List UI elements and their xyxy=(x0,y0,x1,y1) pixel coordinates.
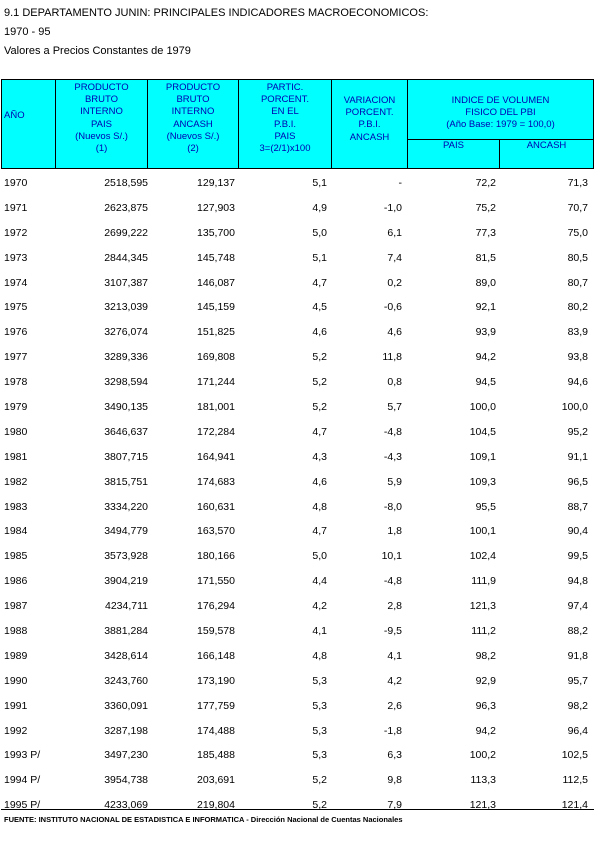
header-line: (Nuevos S/.) xyxy=(166,130,220,142)
cell-variacion: 6,3 xyxy=(387,749,402,762)
header-line: PRODUCTO xyxy=(74,82,129,93)
cell-pbi-pais: 2844,345 xyxy=(104,251,148,264)
table-row xyxy=(0,299,614,324)
cell-particip: 5,3 xyxy=(312,724,327,737)
cell-pbi-ancash: 180,166 xyxy=(197,550,235,563)
cell-particip: 5,1 xyxy=(312,177,327,189)
cell-indice-ancash: 80,7 xyxy=(567,276,588,289)
cell-particip: 5,2 xyxy=(312,774,327,787)
cell-variacion: -4,8 xyxy=(383,575,402,588)
cell-indice-pais: 77,3 xyxy=(475,226,496,239)
cell-pbi-pais: 3494,779 xyxy=(104,525,148,538)
cell-pbi-ancash: 171,550 xyxy=(197,575,235,588)
cell-indice-pais: 93,9 xyxy=(475,326,496,339)
cell-indice-pais: 75,2 xyxy=(475,201,496,214)
cell-particip: 5,0 xyxy=(312,550,327,563)
cell-year: 1987 xyxy=(4,600,28,613)
cell-indice-pais: 94,5 xyxy=(475,376,496,389)
header-ano: AÑO xyxy=(2,80,56,168)
cell-particip: 4,7 xyxy=(312,425,327,438)
table-period: 1970 - 95 xyxy=(4,26,51,38)
cell-particip: 4,7 xyxy=(312,276,327,289)
cell-pbi-pais: 3213,039 xyxy=(104,301,148,314)
cell-indice-ancash: 95,2 xyxy=(567,425,588,438)
table-row xyxy=(0,200,614,225)
cell-variacion: 1,8 xyxy=(387,525,402,538)
cell-variacion: -4,8 xyxy=(383,425,402,438)
cell-pbi-pais: 3334,220 xyxy=(104,500,148,513)
cell-pbi-pais: 3490,135 xyxy=(104,401,148,414)
table-row xyxy=(0,548,614,573)
cell-indice-ancash: 71,3 xyxy=(567,177,588,189)
cell-particip: 4,1 xyxy=(312,625,327,638)
cell-indice-pais: 100,1 xyxy=(469,525,496,538)
cell-indice-pais: 94,2 xyxy=(475,724,496,737)
cell-pbi-pais: 3954,738 xyxy=(104,774,148,787)
table-row xyxy=(0,449,614,474)
header-line: P.B.I. xyxy=(358,119,381,131)
table-body xyxy=(0,175,614,822)
cell-indice-ancash: 75,0 xyxy=(567,226,588,239)
cell-pbi-pais: 3243,760 xyxy=(104,674,148,687)
cell-year: 1975 xyxy=(4,301,28,314)
header-line: INDICE DE VOLUMEN xyxy=(451,95,550,106)
cell-indice-pais: 121,3 xyxy=(469,600,496,613)
table-row xyxy=(0,698,614,723)
cell-indice-ancash: 94,6 xyxy=(567,376,588,389)
table-row xyxy=(0,374,614,399)
cell-indice-pais: 111,9 xyxy=(471,575,496,588)
cell-indice-ancash: 83,9 xyxy=(567,326,588,339)
cell-pbi-ancash: 172,284 xyxy=(197,425,235,438)
header-line: EN EL xyxy=(271,106,299,118)
table-row xyxy=(0,499,614,524)
cell-pbi-pais: 3807,715 xyxy=(104,450,148,463)
header-line: (2) xyxy=(187,143,199,155)
table-row xyxy=(0,747,614,772)
cell-indice-pais: 98,2 xyxy=(475,649,496,662)
header-sub-pais: PAIS xyxy=(408,140,500,168)
cell-pbi-ancash: 146,087 xyxy=(197,276,235,289)
cell-indice-pais: 100,0 xyxy=(469,401,496,414)
cell-year: 1980 xyxy=(4,425,28,438)
cell-pbi-pais: 2623,875 xyxy=(104,201,148,214)
cell-indice-ancash: 121,4 xyxy=(561,799,588,812)
cell-particip: 4,8 xyxy=(312,649,327,662)
cell-pbi-ancash: 173,190 xyxy=(197,674,235,687)
cell-variacion: 4,1 xyxy=(387,649,402,662)
cell-year: 1978 xyxy=(4,376,28,389)
cell-pbi-pais: 4234,711 xyxy=(104,600,148,613)
cell-indice-ancash: 99,5 xyxy=(567,550,588,563)
table-row xyxy=(0,573,614,598)
cell-particip: 4,3 xyxy=(312,450,327,463)
table-row xyxy=(0,349,614,374)
cell-year: 1984 xyxy=(4,525,28,538)
cell-pbi-ancash: 177,759 xyxy=(197,699,235,712)
cell-indice-ancash: 93,8 xyxy=(567,351,588,364)
cell-variacion: 4,2 xyxy=(387,674,402,687)
header-line: PORCENT. xyxy=(260,94,310,106)
cell-indice-ancash: 88,2 xyxy=(567,625,588,638)
cell-pbi-ancash: 164,941 xyxy=(197,450,235,463)
header-line: (Año Base: 1979 = 100,0) xyxy=(446,119,555,131)
cell-pbi-pais: 3298,594 xyxy=(104,376,148,389)
header-line: PARTIC. xyxy=(266,82,304,93)
table-row xyxy=(0,673,614,698)
cell-indice-ancash: 102,5 xyxy=(561,749,588,762)
cell-year: 1993 P/ xyxy=(4,749,41,762)
table-row xyxy=(0,598,614,623)
cell-particip: 4,8 xyxy=(312,500,327,513)
table-bottom-border xyxy=(1,809,594,810)
cell-pbi-ancash: 171,244 xyxy=(197,376,235,389)
cell-particip: 5,3 xyxy=(312,699,327,712)
cell-variacion: -4,3 xyxy=(383,450,402,463)
cell-pbi-ancash: 135,700 xyxy=(197,226,235,239)
header-line: ANCASH xyxy=(349,131,390,143)
cell-variacion: 5,7 xyxy=(387,401,402,414)
cell-particip: 4,7 xyxy=(312,525,327,538)
cell-particip: 4,9 xyxy=(312,201,327,214)
header-line: PORCENT. xyxy=(345,107,394,119)
table-row xyxy=(0,772,614,797)
cell-variacion: 0,8 xyxy=(387,376,402,389)
cell-variacion: -1,0 xyxy=(383,201,402,214)
table-row xyxy=(0,623,614,648)
header-pbi-pais xyxy=(56,80,148,168)
cell-variacion: 9,8 xyxy=(387,774,402,787)
cell-particip: 5,3 xyxy=(312,674,327,687)
cell-pbi-ancash: 145,159 xyxy=(197,301,235,314)
cell-pbi-ancash: 181,001 xyxy=(197,401,235,414)
cell-indice-ancash: 91,1 xyxy=(567,450,588,463)
cell-variacion: -0,6 xyxy=(383,301,402,314)
cell-pbi-ancash: 169,808 xyxy=(197,351,235,364)
cell-pbi-pais: 3497,230 xyxy=(104,749,148,762)
cell-variacion: 10,1 xyxy=(381,550,402,563)
header-line: 3=(2/1)x100 xyxy=(259,143,311,155)
cell-variacion: 7,4 xyxy=(387,251,402,264)
cell-variacion: 4,6 xyxy=(387,326,402,339)
cell-indice-pais: 96,3 xyxy=(475,699,496,712)
cell-pbi-ancash: 219,804 xyxy=(197,799,235,812)
cell-indice-pais: 100,2 xyxy=(469,749,496,762)
cell-pbi-ancash: 176,294 xyxy=(197,600,235,613)
table-row xyxy=(0,175,614,200)
cell-particip: 4,5 xyxy=(312,301,327,314)
cell-indice-ancash: 90,4 xyxy=(567,525,588,538)
header-pbi-ancash xyxy=(148,80,239,168)
cell-indice-pais: 89,0 xyxy=(475,276,496,289)
title-block xyxy=(4,4,428,61)
cell-particip: 4,6 xyxy=(312,475,327,488)
table-row xyxy=(0,474,614,499)
cell-year: 1992 xyxy=(4,724,28,737)
cell-pbi-pais: 3646,637 xyxy=(104,425,148,438)
cell-pbi-ancash: 151,825 xyxy=(197,326,235,339)
cell-particip: 5,0 xyxy=(312,226,327,239)
cell-indice-ancash: 91,8 xyxy=(567,649,588,662)
cell-year: 1989 xyxy=(4,649,28,662)
cell-variacion: 11,8 xyxy=(382,351,402,364)
cell-indice-ancash: 96,5 xyxy=(567,475,588,488)
cell-indice-ancash: 80,5 xyxy=(567,251,588,264)
cell-year: 1990 xyxy=(4,674,28,687)
cell-indice-ancash: 112,5 xyxy=(562,774,588,787)
cell-year: 1972 xyxy=(4,226,28,239)
header-line: BRUTO xyxy=(84,94,119,106)
table-row xyxy=(0,523,614,548)
table-header xyxy=(1,79,594,169)
table-row xyxy=(0,399,614,424)
table-row xyxy=(0,648,614,673)
cell-variacion: 7,9 xyxy=(387,799,402,812)
table-row xyxy=(0,324,614,349)
cell-variacion: 5,9 xyxy=(387,475,402,488)
header-line: PAIS xyxy=(274,130,296,142)
header-line: BRUTO xyxy=(176,94,210,106)
cell-variacion: 2,8 xyxy=(387,600,402,613)
cell-particip: 4,2 xyxy=(312,600,327,613)
cell-pbi-pais: 3289,336 xyxy=(104,351,148,364)
cell-particip: 5,2 xyxy=(312,799,327,812)
cell-year: 1982 xyxy=(4,475,28,488)
cell-indice-pais: 72,2 xyxy=(475,177,496,189)
header-line: ANCASH xyxy=(173,118,213,130)
cell-indice-ancash: 96,4 xyxy=(567,724,588,737)
cell-variacion: - xyxy=(398,177,402,189)
header-subrow xyxy=(408,139,593,168)
cell-pbi-ancash: 185,488 xyxy=(197,749,235,762)
source-note: FUENTE: INSTITUTO NACIONAL DE ESTADISTICA E INFORMATICA - Dirección Nacional de Cuentas Nacionales xyxy=(4,815,403,824)
cell-indice-ancash: 100,0 xyxy=(561,401,588,414)
table-row xyxy=(0,275,614,300)
cell-year: 1985 xyxy=(4,550,28,563)
cell-indice-pais: 109,3 xyxy=(469,475,496,488)
header-line: VARIACION xyxy=(343,95,396,106)
cell-year: 1974 xyxy=(4,276,28,289)
table-subtitle: Valores a Precios Constantes de 1979 xyxy=(4,45,191,57)
cell-pbi-pais: 3573,928 xyxy=(104,550,148,563)
cell-year: 1983 xyxy=(4,500,28,513)
cell-pbi-ancash: 160,631 xyxy=(197,500,235,513)
cell-indice-ancash: 88,7 xyxy=(567,500,588,513)
table-row xyxy=(0,250,614,275)
header-line: FISICO DEL PBI xyxy=(465,107,536,119)
header-participacion xyxy=(239,80,332,168)
cell-pbi-ancash: 174,683 xyxy=(197,475,235,488)
cell-indice-ancash: 94,8 xyxy=(567,575,588,588)
cell-pbi-ancash: 166,148 xyxy=(197,649,235,662)
cell-year: 1979 xyxy=(4,401,28,414)
header-line: PAIS xyxy=(91,118,112,130)
header-line: (1) xyxy=(95,143,108,155)
cell-indice-pais: 92,9 xyxy=(475,674,496,687)
cell-pbi-ancash: 129,137 xyxy=(197,177,235,189)
header-line: PRODUCTO xyxy=(165,82,221,93)
table-row xyxy=(0,424,614,449)
cell-indice-pais: 109,1 xyxy=(469,450,496,463)
cell-year: 1973 xyxy=(4,251,28,264)
cell-pbi-ancash: 159,578 xyxy=(197,625,235,638)
cell-particip: 4,4 xyxy=(312,575,327,588)
cell-variacion: 2,6 xyxy=(387,699,402,712)
cell-pbi-ancash: 203,691 xyxy=(197,774,235,787)
cell-particip: 5,2 xyxy=(312,351,327,364)
cell-pbi-ancash: 127,903 xyxy=(197,201,235,214)
cell-pbi-ancash: 145,748 xyxy=(197,251,235,264)
cell-indice-pais: 102,4 xyxy=(469,550,496,563)
table-title: 9.1 DEPARTAMENTO JUNIN: PRINCIPALES INDICADORES MACROECONOMICOS: xyxy=(4,7,429,19)
cell-variacion: -8,0 xyxy=(383,500,402,513)
header-line: P.B.I. xyxy=(273,118,296,130)
cell-particip: 5,1 xyxy=(312,251,327,264)
cell-pbi-ancash: 163,570 xyxy=(197,525,235,538)
cell-pbi-pais: 2518,595 xyxy=(104,177,148,189)
table-row xyxy=(0,225,614,250)
cell-year: 1971 xyxy=(4,201,28,214)
cell-indice-ancash: 98,2 xyxy=(567,699,588,712)
header-line: INTERNO xyxy=(171,106,215,118)
header-line: INTERNO xyxy=(80,106,123,118)
cell-particip: 4,6 xyxy=(312,326,327,339)
cell-particip: 5,2 xyxy=(312,376,327,389)
header-sub-ancash: ANCASH xyxy=(526,140,567,151)
cell-indice-pais: 81,5 xyxy=(475,251,496,264)
cell-pbi-pais: 3815,751 xyxy=(104,475,148,488)
cell-pbi-pais: 3360,091 xyxy=(104,699,148,712)
cell-indice-ancash: 97,4 xyxy=(567,600,588,613)
cell-indice-ancash: 70,7 xyxy=(567,201,588,214)
cell-indice-ancash: 80,2 xyxy=(567,301,588,314)
cell-year: 1991 xyxy=(4,699,28,712)
cell-pbi-pais: 3287,198 xyxy=(104,724,148,737)
cell-year: 1976 xyxy=(4,326,28,339)
cell-pbi-pais: 3107,387 xyxy=(104,276,148,289)
cell-indice-pais: 94,2 xyxy=(475,351,496,364)
cell-indice-pais: 95,5 xyxy=(475,500,496,513)
cell-pbi-pais: 3428,614 xyxy=(104,649,148,662)
cell-particip: 5,2 xyxy=(312,401,327,414)
cell-variacion: -9,5 xyxy=(383,625,402,638)
table-row xyxy=(0,723,614,748)
cell-year: 1970 xyxy=(4,177,28,189)
header-variacion xyxy=(332,80,408,168)
cell-pbi-pais: 3881,284 xyxy=(104,625,148,638)
cell-pbi-pais: 3276,074 xyxy=(104,326,148,339)
cell-year: 1995 P/ xyxy=(4,799,41,812)
cell-year: 1977 xyxy=(4,351,28,364)
cell-particip: 5,3 xyxy=(312,749,327,762)
cell-indice-pais: 121,3 xyxy=(469,799,496,812)
cell-year: 1986 xyxy=(4,575,28,588)
cell-indice-pais: 111,2 xyxy=(471,625,496,638)
cell-indice-pais: 113,3 xyxy=(470,774,496,787)
cell-variacion: -1,8 xyxy=(383,724,402,737)
cell-indice-pais: 92,1 xyxy=(475,301,496,314)
cell-pbi-pais: 2699,222 xyxy=(104,226,148,239)
cell-pbi-pais: 3904,219 xyxy=(104,575,148,588)
cell-indice-pais: 104,5 xyxy=(469,425,496,438)
cell-year: 1988 xyxy=(4,625,28,638)
cell-year: 1994 P/ xyxy=(4,774,41,787)
cell-variacion: 0,2 xyxy=(387,276,402,289)
cell-pbi-ancash: 174,488 xyxy=(197,724,235,737)
cell-indice-ancash: 95,7 xyxy=(567,674,588,687)
cell-pbi-pais: 4233,069 xyxy=(104,799,148,812)
header-line: (Nuevos S/.) xyxy=(75,130,128,142)
cell-variacion: 6,1 xyxy=(387,226,402,239)
cell-year: 1981 xyxy=(4,450,28,463)
